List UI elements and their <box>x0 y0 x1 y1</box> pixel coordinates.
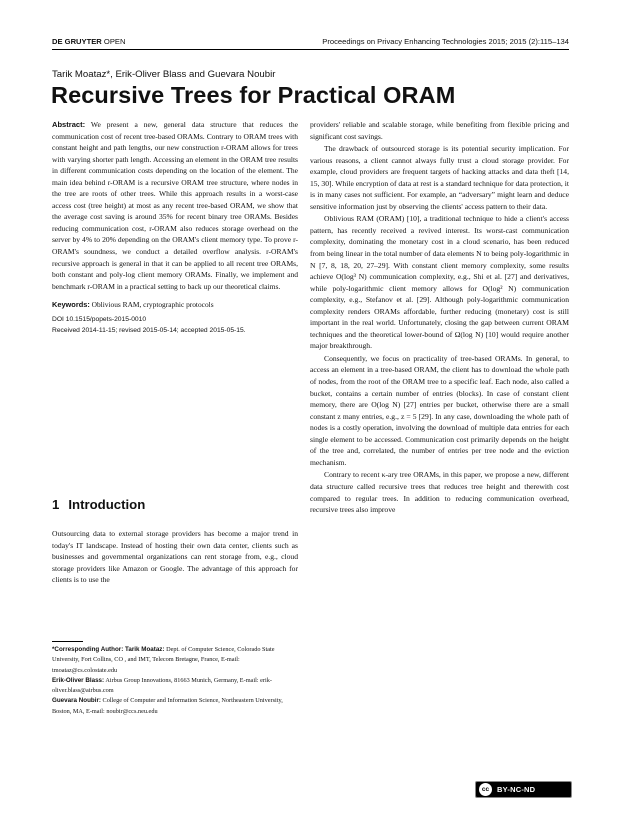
body-paragraph: Oblivious RAM (ORAM) [10], a traditional technique to hide a client's access pattern, has recently received a revived interest. Its worst-cast communication complexity, dominating the monetary cost in a cloud scenario, has been reduced from being linear in the total number of data elements N to being poly-logarithmic in N [7, 8, 18, 20, 27–29]. With constant client memory complexity, some results achieve O(log³ N) communication complexity, e.g., Shi et al. [27] and derivatives, while poly-logarithmic client memory allows for O(log² N) communication complexity, e.g., Stefanov et al. [29]. Although poly-logarithmic communication complexity renders ORAMs affordable, further reducing (monetary) cost is still important in the real world. Unfortunately, closing the gap between current ORAM techniques and the theoretical lower-bound of Ω(log N) [10] would require another major breakthrough. <box>310 214 569 351</box>
footnote-text-2: Airbus Group Innovations, 81663 Munich, Germany, E-mail: erik-oliver.blass@airbus.com <box>52 676 272 694</box>
author-list: Tarik Moataz*, Erik-Oliver Blass and Guevara Noubir <box>52 69 276 80</box>
running-header <box>52 37 569 46</box>
footnote <box>52 645 292 717</box>
keywords-text: Oblivious RAM, cryptographic protocols <box>89 300 214 310</box>
footnote-text-1: Dept. of Computer Science, Colorado State University, Fort Collins, CO , and IMT, Telecom Bretagne, France, E-mail: tmoataz@cs.colostate.edu <box>52 646 275 674</box>
body-paragraph: providers' reliable and scalable storage, while benefiting from flexible pricing and significant cost savings. <box>310 120 569 141</box>
doi: DOI 10.1515/popets-2015-0010 <box>52 316 147 324</box>
body-paragraph: The drawback of outsourced storage is its potential security implication. For various reasons, a client cannot always fully trust a cloud storage provider. For example, cloud providers are frequent targets of hacking attacks and data theft [14, 15, 30]. While encryption of data at rest is a standard technique for data protection, it is in many cases not sufficient. For example, an “adversary” might learn and deduce sensitive information just by observing the clients' access pattern to their data. <box>310 144 569 211</box>
keywords-label: Keywords: <box>52 300 90 310</box>
body-paragraph: Consequently, we focus on practicality of tree-based ORAMs. In general, to access an element in a tree-based ORAM, the client has to download the whole path of nodes, from the root of the ORAM tree to a specific leaf. Each node, also called a bucket, contains a certain number of entries (blocks). In case of constant client memory, there are O(log N) [27] entries per bucket, otherwise there are a small constant z many entries, e.g., z = 5 [29]. In any case, downloading the whole path of nodes is a costly operation, involving the download of multiple data entries for each single element to be accessed. Communication cost primarily depends on the height of the tree and, correlated, the number of entries per tree node and the eviction mechanism. <box>310 353 569 467</box>
footnote-label-3: Guevara Noubir: <box>52 697 101 705</box>
creative-commons-icon: cc <box>479 783 492 796</box>
received-dates: Received 2014-11-15; revised 2015-05-14; accepted 2015-05-15. <box>52 326 246 334</box>
section-number: 1 <box>52 497 60 512</box>
footnote-text-3: College of Computer and Information Science, Northeastern University, Boston, MA, E-mail: noubir@ccs.neu.edu <box>52 697 283 715</box>
section-heading <box>52 497 145 512</box>
footnote-label-2: Erik-Oliver Blass: <box>52 676 105 684</box>
right-column <box>310 119 569 516</box>
paper-title: Recursive Trees for Practical ORAM <box>51 82 456 108</box>
body-paragraph: Contrary to recent κ-ary tree ORAMs, in this paper, we propose a new, different data structure called recursive trees that reduces tree height and therewith cost compared to regular trees. In addition to reducing communication overhead, recursive trees also improve <box>310 470 569 515</box>
abstract-label: Abstract: <box>52 120 86 129</box>
section-title: Introduction <box>68 497 146 512</box>
footnote-label-1: *Corresponding Author: Tarik Moataz: <box>52 646 165 653</box>
license-badge[interactable] <box>475 781 572 798</box>
abstract <box>52 119 298 292</box>
header-rule <box>52 49 569 50</box>
keywords <box>52 299 298 310</box>
article-meta <box>52 315 298 336</box>
publisher: DE GRUYTER OPEN <box>52 37 126 46</box>
license-label: BY-NC-ND <box>497 785 536 794</box>
abstract-text: We present a new, general data structure that reduces the communication cost of recent tree-based ORAMs. Contrary to ORAM trees with constant height and path lengths, our new construction r-ORAM allows for trees with varying shorter path length. Accessing an element in the ORAM tree results in different communication costs depending on the location of the element. The main idea behind r-ORAM is a recursive ORAM tree structure, where nodes in the tree are roots of other trees. While this approach results in a worst-case access cost (tree height) at most as any recent tree-based ORAM, we show that the average cost saving is around 35% for recent binary tree ORAMs. Besides reducing communication cost, r-ORAM also reduces storage overhead on the server by 4% to 20% depending on the ORAM's client memory type. To prove r-ORAM's soundness, we conduct a detailed overflow analysis. r-ORAM's recursive approach is general in that it can be applied to all recent tree ORAMs, both constant and poly-log client memory ORAMs. Finally, we implement and benchmark r-ORAM in a practical setting to back up our theoretical claims. <box>52 120 298 291</box>
journal-citation: Proceedings on Privacy Enhancing Technologies 2015; 2015 (2):115–134 <box>322 37 569 46</box>
footnote-rule <box>52 641 83 642</box>
intro-paragraph: Outsourcing data to external storage providers has become a major trend in today's IT landscape. Instead of hosting their own data center, clients such as businesses and governmental organizations can rent storage from, e.g., cloud storage providers like Amazon or Google. The advantage of this approach for clients is to use the <box>52 529 298 585</box>
left-column <box>52 119 298 336</box>
